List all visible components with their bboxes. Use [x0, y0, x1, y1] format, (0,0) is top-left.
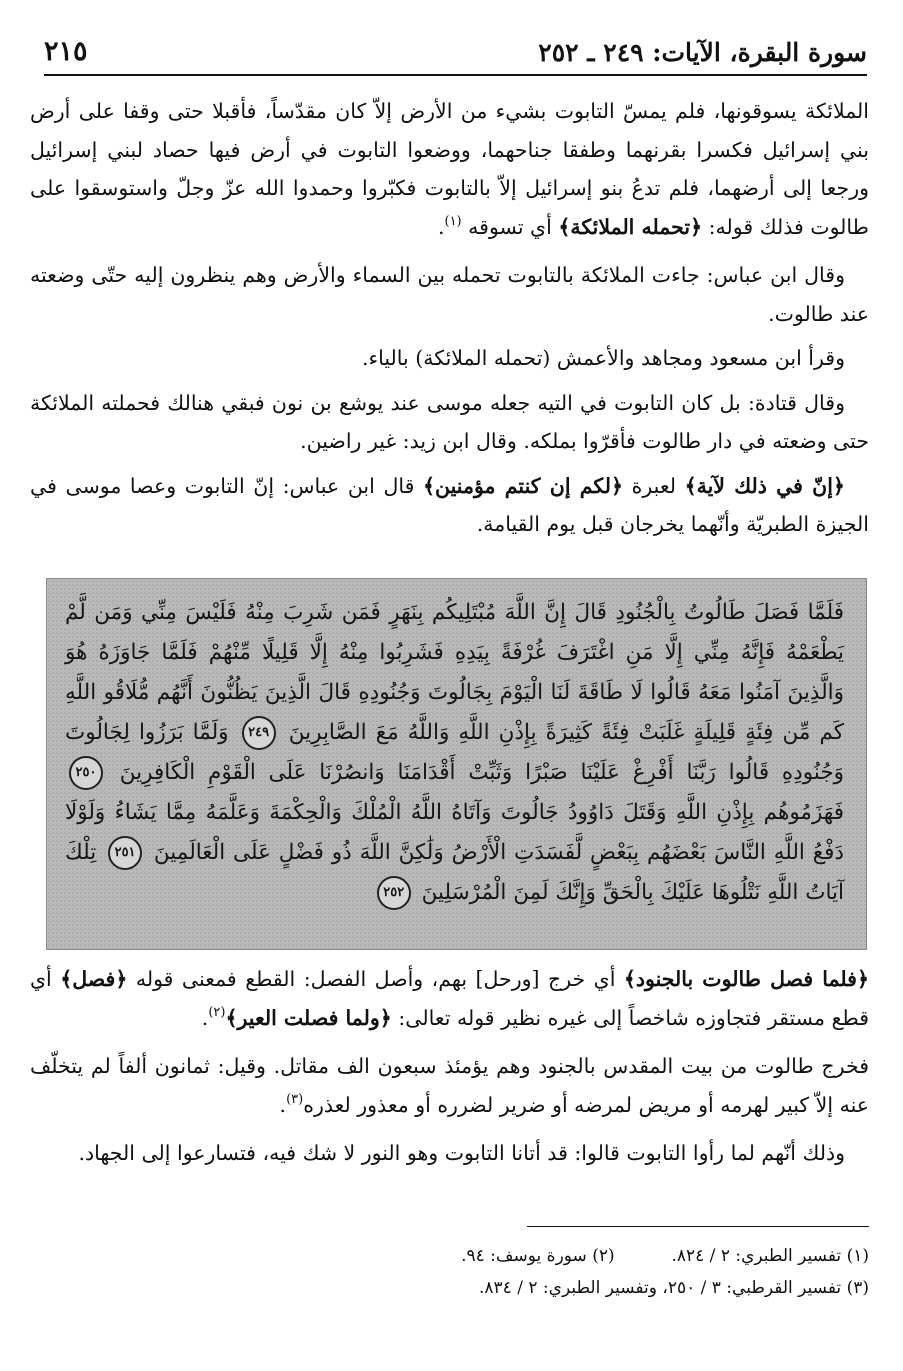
- page-number: ٢١٥: [44, 36, 88, 67]
- footnote-ref: (٣): [286, 1091, 304, 1107]
- ayah-number-marker: ٢٤٩: [242, 716, 276, 750]
- paragraph-text: لعبرة: [631, 473, 676, 498]
- paragraph-7: [30, 1047, 869, 1128]
- paragraph-2: وقال ابن عباس: جاءت الملائكة بالتابوت تحمله بين السماء والأرض وهم ينظرون إليه حتّى وضعته عند طالوت.: [30, 263, 869, 326]
- verse-252: تِلْكَ آيَاتُ اللَّهِ نَتْلُوهَا عَلَيْكَ بِالْحَقِّ وَإِنَّكَ لَمِنَ الْمُرْسَلِينَ: [65, 840, 844, 905]
- paragraph-text: قال ابن عباس: إنّ التابوت وعصا موسى في الجيزة الطبريّة وأنّهما يخرجان قبل يوم القيامة.: [30, 473, 869, 536]
- paragraph-text: أي تسوقه: [468, 214, 552, 239]
- footnote-ref: (٢): [208, 1004, 226, 1020]
- paragraph-end: .: [437, 214, 445, 239]
- quran-verses-box: [46, 578, 867, 950]
- footnote-ref: (١): [444, 213, 462, 229]
- paragraph-4: وقال قتادة: بل كان التابوت في التيه جعله موسى عند يوشع بن نون فبقي هنالك فحملته الملائكة حتى وضعته في دار طالوت فأقرّوا بملكه. وقال ابن زيد: غير راضين.: [30, 390, 869, 453]
- footnote-text: سورة يوسف: ٩٤.: [461, 1246, 587, 1266]
- footnote-separator: [527, 1226, 869, 1227]
- paragraph-end: .: [201, 1005, 209, 1030]
- paragraph-8: وذلك أنّهم لما رأوا التابوت قالوا: قد أتانا التابوت وهو النور لا شك فيه، فتسارعوا إلى الجهاد.: [78, 1141, 845, 1165]
- commentary-body: [30, 92, 869, 550]
- footnote-number: (٣): [846, 1278, 869, 1298]
- footnote-row: [200, 1240, 869, 1272]
- footnote-row: [200, 1272, 869, 1304]
- commentary-continued: [30, 960, 869, 1179]
- paragraph-text: أي خرج [ورحل] بهم، وأصل الفصل: القطع فمعنى قوله: [135, 967, 616, 991]
- paragraph-6: [30, 960, 869, 1041]
- ayah-number-marker: ٢٥٢: [377, 876, 411, 910]
- footnote-number: (١): [846, 1246, 869, 1266]
- ayah-number-marker: ٢٥١: [108, 836, 142, 870]
- quran-quote: ﴿فصل﴾: [60, 967, 128, 991]
- paragraph-end: .: [279, 1092, 287, 1117]
- footnote-number: (٢): [592, 1246, 615, 1266]
- paragraph-5: [30, 467, 869, 544]
- paragraph-1: [30, 92, 869, 250]
- paragraph-3: وقرأ ابن مسعود ومجاهد والأعمش (تحمله الملائكة) بالياء.: [361, 346, 845, 370]
- paragraph-text: فخرج طالوت من بيت المقدس بالجنود وهم يؤمئذ سبعون الف مقاتل. وقيل: ثمانون ألفاً لم يتخلّف عنه إلاّ كبير لهرمه أو مريض لمرضه أو ضرير لضرره أو معذور لعذره: [30, 1054, 869, 1117]
- verse-250: وَلَمَّا بَرَزُوا لِجَالُوتَ وَجُنُودِهِ قَالُوا رَبَّنَا أَفْرِغْ عَلَيْنَا صَبْرًا وَثَبِّتْ أَقْدَامَنَا وَانصُرْنَا عَلَى الْقَوْمِ الْكَافِرِينَ: [65, 720, 844, 785]
- paragraph-text: أي قطع مستقر فتجاوزه شاخصاً إلى غيره نظير قوله تعالى:: [30, 967, 869, 1030]
- verse-251: فَهَزَمُوهُم بِإِذْنِ اللَّهِ وَقَتَلَ دَاوُودُ جَالُوتَ وَآتَاهُ اللَّهُ الْمُلْكَ وَالْحِكْمَةَ وَعَلَّمَهُ مِمَّا يَشَاءُ وَلَوْلَا دَفْعُ اللَّهِ النَّاسَ بَعْضَهُم بِبَعْضٍ لَّفَسَدَتِ الْأَرْضُ وَلَٰكِنَّ اللَّهَ ذُو فَضْلٍ عَلَى الْعَالَمِينَ: [65, 800, 844, 865]
- footnote-text: تفسير القرطبي: ٣ / ٢٥٠، وتفسير الطبري: ٢ / ٨٣٤.: [479, 1278, 842, 1298]
- quran-quote: ﴿إنّ في ذلك لآية﴾: [684, 473, 845, 498]
- page-header: [44, 34, 867, 76]
- footnote-text: تفسير الطبري: ٢ / ٨٢٤.: [671, 1246, 842, 1266]
- ayah-number-marker: ٢٥٠: [69, 756, 103, 790]
- running-title: سورة البقرة، الآيات: ٢٤٩ ـ ٢٥٢: [538, 38, 867, 67]
- quran-quote: ﴿ولما فصلت العير﴾: [225, 1005, 392, 1030]
- paragraph-text: الملائكة يسوقونها، فلم يمسّ التابوت بشيء من الأرض إلاّ كان مقدّساً، فأقبلا حتى وقفا على أرض بني إسرائيل فكسرا بقرنهما وطفقا جناحهما، ووضعوا التابوت في أرض فيها حصاد لبني إسرائيل ورجعا إلى أرضهما، فلم تدعُ بنو إسرائيل إلاّ بالتابوت فكبّروا وحمدوا الله عزّ وجلّ واستوسقوا على طالوت فذلك قوله:: [30, 99, 869, 239]
- quran-quote: ﴿لكم إن كنتم مؤمنين﴾: [423, 473, 623, 498]
- quran-quote: ﴿فلما فصل طالوت بالجنود﴾: [623, 967, 869, 991]
- verse-249: فَلَمَّا فَصَلَ طَالُوتُ بِالْجُنُودِ قَالَ إِنَّ اللَّهَ مُبْتَلِيكُم بِنَهَرٍ فَمَن شَرِبَ مِنْهُ فَلَيْسَ مِنِّي وَمَن لَّمْ يَطْعَمْهُ فَإِنَّهُ مِنِّي إِلَّا مَنِ اغْتَرَفَ غُرْفَةً بِيَدِهِ فَشَرِبُوا مِنْهُ إِلَّا قَلِيلًا مِّنْهُمْ فَلَمَّا جَاوَزَهُ هُوَ وَالَّذِينَ آمَنُوا مَعَهُ قَالُوا لَا طَاقَةَ لَنَا الْيَوْمَ بِجَالُوتَ وَجُنُودِهِ قَالَ الَّذِينَ يَظُنُّونَ أَنَّهُم مُّلَاقُو اللَّهِ كَم مِّن فِئَةٍ قَلِيلَةٍ غَلَبَتْ فِئَةً كَثِيرَةً بِإِذْنِ اللَّهِ وَاللَّهُ مَعَ الصَّابِرِينَ: [65, 600, 844, 745]
- footnotes: [200, 1240, 869, 1304]
- quran-verses-text: [65, 593, 844, 913]
- quran-quote: ﴿تحمله الملائكة﴾: [558, 214, 703, 239]
